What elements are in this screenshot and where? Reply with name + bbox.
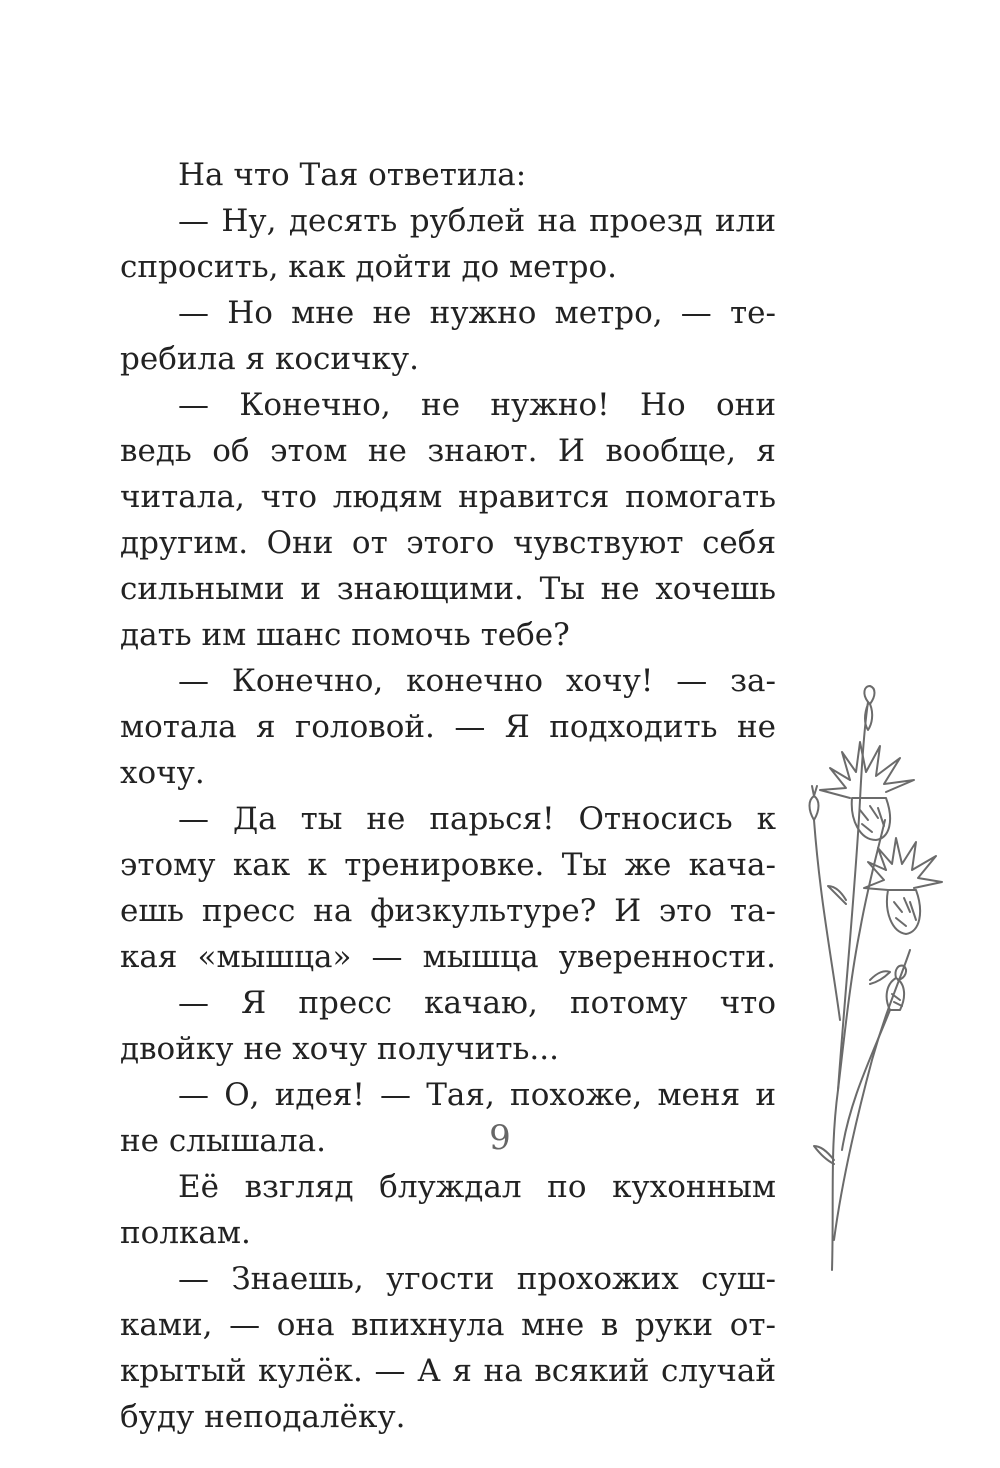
text-line: мотала я головой. — Я подходить не [120,709,776,745]
book-text [120,152,776,1440]
text-line: На что Тая ответила: [178,157,527,193]
text-line: дать им шанс помочь тебе? [120,617,570,653]
cornflower-illustration-icon [790,680,950,1280]
text-line: — Да ты не парься! Относись к [178,801,776,837]
text-line: — Конечно, конечно хочу! — за- [178,663,776,699]
text-line: — Конечно, не нужно! Но они [178,387,776,423]
text-line: полкам. [120,1215,251,1251]
text-line: спросить, как дойти до метро. [120,249,618,285]
text-line: ребила я косичку. [120,341,419,377]
text-line: крытый кулёк. — А я на всякий случай [120,1353,776,1389]
text-line: — Но мне не нужно метро, — те- [178,295,776,331]
text-line: читала, что людям нравится помогать [120,479,776,515]
cornflower-head-middle [864,838,942,934]
text-line: этому как к тренировке. Ты же кача- [120,847,776,883]
text-line: хочу. [120,755,205,791]
text-line: ками, — она впихнула мне в руки от- [120,1307,776,1343]
text-line: двойку не хочу получить... [120,1031,559,1067]
text-line: другим. Они от этого чувствуют себя [120,525,776,561]
text-line: буду неподалёку. [120,1399,406,1435]
text-line: ведь об этом не знают. И вообще, я [120,433,776,469]
text-line: не слышала. [120,1123,326,1159]
text-line: — Я пресс качаю, потому что [178,985,776,1021]
text-line: — Знаешь, угости прохожих суш- [178,1261,776,1297]
text-line: сильными и знающими. Ты не хочешь [120,571,776,607]
text-line: ешь пресс на физкультуре? И это та- [120,893,776,929]
text-line: Её взгляд блуждал по кухонным [178,1169,776,1205]
text-line: кая «мышца» — мышца уверенности. [120,939,776,975]
text-line: — О, идея! — Тая, похоже, меня и [178,1077,776,1113]
cornflower-head-upper [820,742,914,840]
page-number: 9 [489,1118,511,1158]
text-line: — Ну, десять рублей на проезд или [178,203,776,239]
